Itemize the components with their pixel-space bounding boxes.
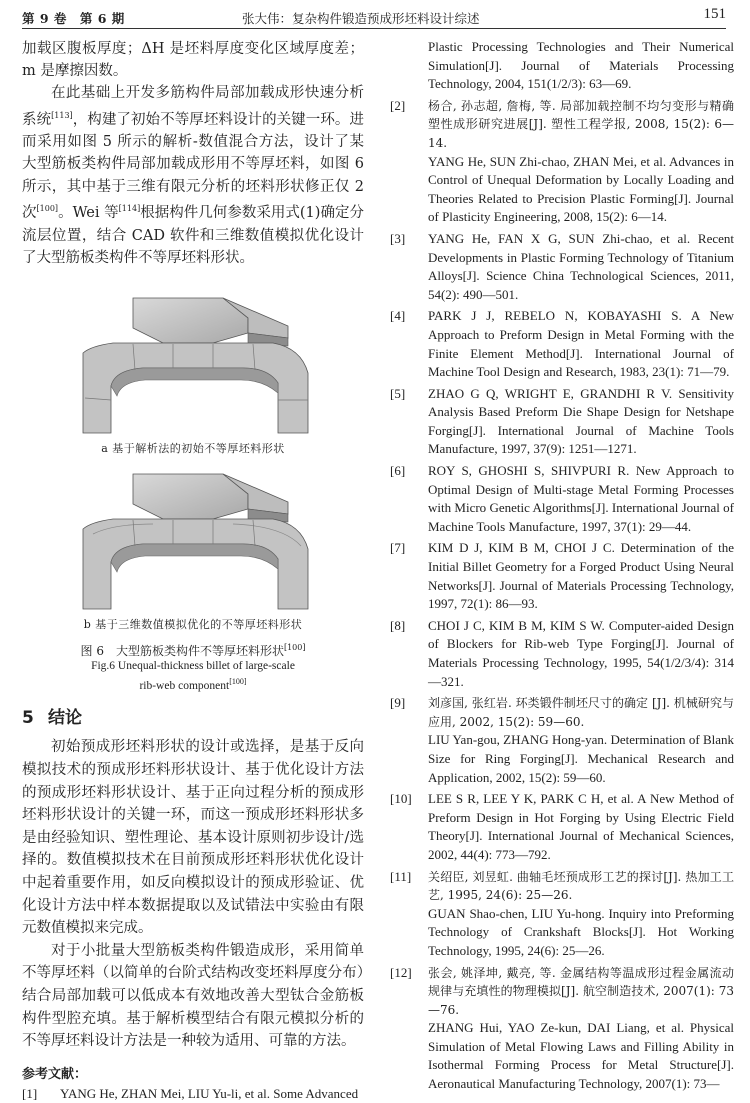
figure-6b-caption: b 基于三维数值模拟优化的不等厚坯料形状	[83, 617, 303, 631]
reference-text-en: LEE S R, LEE Y K, PARK C H, et al. A New Method of Preform Design in Hot Forging by Using Electric Field Theory[J]. International Journal of Mechanical Sciences, 2002, 44(4): 773—792.	[428, 791, 734, 862]
citation: [114]	[118, 204, 141, 214]
section-heading: 5 结论	[22, 708, 82, 729]
billet-image-a	[73, 288, 313, 438]
reference-item	[390, 617, 734, 691]
left-column	[22, 38, 364, 1103]
reference-item	[390, 868, 734, 961]
reference-text-en: YANG He, SUN Zhi-chao, ZHAN Mei, et al. Advances in Control of Unequal Deformation by Locally Loading and Theories Related to Precision Plastic Forming[J]. Journal of Plasticity Engineering, 2008, 15(2): 6—14.	[428, 153, 734, 225]
reference-text-cn: 杨合, 孙志超, 詹梅, 等. 局部加载控制不均匀变形与精确塑性成形研究进展[J]. 塑性工程学报, 2008, 15(2): 6—14.	[428, 98, 734, 150]
reference-text-en: ZHAO G Q, WRIGHT E, GRANDHI R V. Sensitivity Analysis Based Preform Die Shape Design for Netshape Forging[J]. International Journal of Machine Tools Manufacture, 1997, 37(9): 1251—1271.	[428, 385, 734, 457]
running-title: 张大伟：复杂构件锻造预成形坯料设计综述	[242, 11, 480, 26]
figure-6-caption-en: Fig.6 Unequal-thickness billet of large-scale rib-web component[100]	[91, 659, 295, 692]
reference-item	[390, 462, 734, 536]
reference-number: [7]	[390, 540, 406, 556]
running-header	[22, 6, 726, 29]
paragraph-method: 在此基础上开发多筋构件局部加载成形快速分析系统[113]，构建了初始不等厚坯料设计的关键一环。进而采用如图 5 所示的解析-数值混合方法，设计了某大型筋板类构件局部加载成形用不等厚坯料，如图 6 所示，其中基于三维有限元分析的坯料形状修正仅 2 次[100]。Wei 等[114]根据构件几何参数采用式(1)确定分流层位置，结合 CAD 软件和三维数值模拟优化设计了大型筋板类构件不等厚坯料形状。	[22, 85, 365, 267]
reference-item	[390, 385, 734, 459]
reference-item	[390, 539, 734, 613]
reference-text-cn: 张会, 姚泽坤, 戴亮, 等. 金属结构等温成形过程金属流动规律与充填性的物理模拟[J]. 航空制造技术, 2007(1): 73—76.	[428, 965, 734, 1017]
reference-text-cn: 关绍臣, 刘昱虹. 曲轴毛坯预成形工艺的探讨[J]. 热加工工艺, 1995, 24(6): 25—26.	[428, 869, 734, 903]
reference-number: [12]	[390, 964, 412, 980]
reference-item	[390, 790, 734, 864]
reference-text-en: CHOI J C, KIM B M, KIM S W. Computer-aided Design of Blockers for Rib-web Type Forging[J]. Journal of Materials Processing Technology, 1995, 54(1/2/3/4): 314—321.	[428, 617, 734, 689]
reference-text-en: GUAN Shao-chen, LIU Yu-hong. Inquiry into Preforming Technology of Crankshaft Blocks[J]. Hot Working Technology, 1995, 24(6): 25—26.	[428, 905, 734, 958]
reference-text-cn: 刘彦国, 张红岩. 环类锻件制坯尺寸的确定 [J]. 机械研究与应用, 2002, 15(2): 59—60.	[428, 696, 734, 729]
reference-number: [9]	[390, 695, 406, 711]
reference-text-en: YANG He, FAN X G, SUN Zhi-chao, et al. Recent Developments in Plastic Forming Technology of Titanium Alloys[J]. Science China Technological Sciences, 2011, 54(2): 490—501.	[428, 230, 734, 302]
right-column	[390, 38, 734, 1094]
reference-text-en: ROY S, GHOSHI S, SHIVPURI R. New Approach to Optimal Design of Multi-stage Metal Forming Processes with Micro Genetic Algorithms[J]. International Journal of Machine Tools Manufacture, 1997, 37(1): 29—44.	[428, 463, 734, 534]
references-heading: 参考文献：	[22, 1066, 88, 1082]
billet-image-b	[73, 464, 313, 614]
figure-6	[22, 288, 364, 694]
reference-list	[390, 97, 734, 1094]
volume-issue: 第 9 卷 第 6 期	[22, 11, 125, 26]
figure-6-caption-cn: 图 6 大型筋板类构件不等厚坯料形状[100]	[80, 642, 306, 658]
reference-text-en: KIM D J, KIM B M, CHOI J C. Determination of the Initial Billet Geometry for a Forged Product Using Neural Networks[J]. Journal of Materials Processing Technology, 1997, 72(1): 86—93.	[428, 540, 734, 612]
reference-number: [3]	[390, 230, 406, 246]
reference-item: [1] YANG He, ZHAN Mei, LIU Yu-li, et al. Some Advanced	[22, 1085, 359, 1101]
reference-number: [6]	[390, 463, 406, 479]
reference-number: [11]	[390, 868, 412, 884]
reference-number: [2]	[390, 97, 406, 113]
page-number: 151	[703, 6, 726, 22]
citation: [113]	[51, 110, 73, 120]
reference-text-en: ZHANG Hui, YAO Ze-kun, DAI Liang, et al. Physical Simulation of Metal Flowing Laws and Filling Ability in Isothermal Forming Process for Metal Structure[J]. Aeronautical Manufacturing Technology, 2007(1): 73—	[428, 1020, 734, 1092]
reference-item-continued: Plastic Processing Technologies and Their Numerical Simulation[J]. Journal of Materials Processing Technology, 2004, 151(1/2/3): 63—69.	[428, 39, 734, 92]
reference-item	[390, 97, 734, 227]
reference-number: [8]	[390, 617, 406, 633]
reference-item	[390, 307, 734, 381]
reference-number: [5]	[390, 385, 406, 401]
reference-text-en: LIU Yan-gou, ZHANG Hong-yan. Determination of Blank Size for Ring Forging[J]. Mechanical Research and Application, 2002, 15(2): 59—60.	[428, 732, 734, 785]
reference-item	[390, 964, 734, 1094]
reference-text-en: PARK J J, REBELO N, KOBAYASHI S. A New Approach to Preform Design in Metal Forming with the Finite Element Method[J]. International Journal of Machine Tool Design and Research, 1983, 23(1): 71—79.	[428, 308, 734, 380]
reference-item	[390, 694, 734, 787]
reference-number: [10]	[390, 791, 412, 807]
conclusion-paragraph-2: 对于小批量大型筋板类构件锻造成形，采用简单不等厚坯料（以简单的台阶式结构改变坯料厚度分布）结合局部加载可以低成本有效地改善大型钛合金筋板构件型腔充填。基于解析模型结合有限元模拟分析的不等厚坯料设计方法是一种较为适用、可靠的方法。	[22, 942, 364, 1050]
conclusion-paragraph-1: 初始预成形坯料形状的设计或选择，是基于反向模拟技术的预成形坯料形状设计、基于优化设计方法的预成形坯料形状设计、基于正向过程分析的预成形坯料形状设计的关键一环，而这一预成形坯料形状多是由经验知识、塑性理论、基本设计原则初步设计/选择的。数值模拟技术在目前预成形坯料形状优化设计中起着重要作用，如反向模拟设计的预成形验证、优化设计方法中样本数据提取以及试错法中实验由有限元数值模拟来完成。	[22, 739, 364, 937]
reference-item	[390, 230, 734, 304]
figure-6a-caption: a 基于解析法的初始不等厚坯料形状	[101, 441, 285, 455]
reference-number: [4]	[390, 308, 406, 324]
citation: [100]	[36, 204, 59, 214]
paragraph-continued: 加载区腹板厚度；ΔH 是坯料厚度变化区域厚度差；m 是摩擦因数。	[22, 41, 364, 79]
